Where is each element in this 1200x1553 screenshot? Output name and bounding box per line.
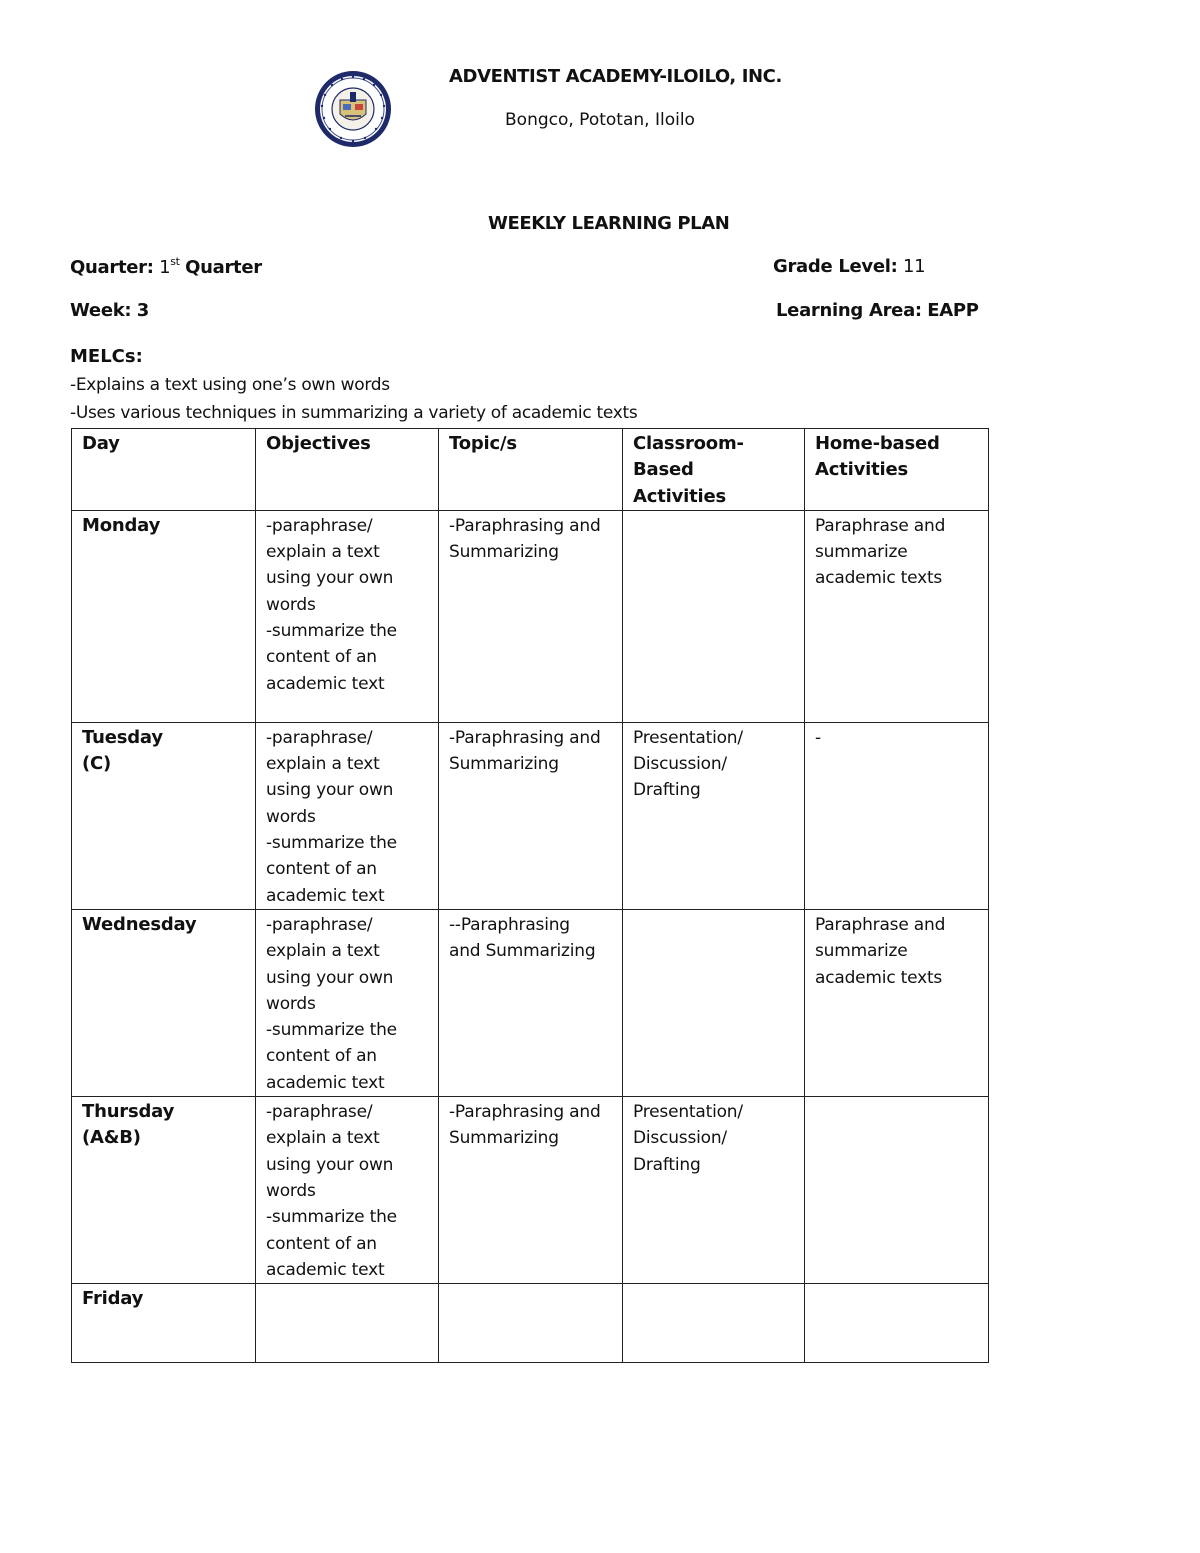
- topics-cell: -Paraphrasing and Summarizing: [439, 1097, 623, 1284]
- classroom-cell: Presentation/ Discussion/ Drafting: [623, 722, 805, 909]
- day-cell: Monday: [72, 510, 256, 722]
- topics-cell: --Paraphrasing and Summarizing: [439, 909, 623, 1096]
- melc-item: -Explains a text using one’s own words: [70, 375, 390, 395]
- classroom-cell: Presentation/ Discussion/ Drafting: [623, 1097, 805, 1284]
- table-header-row: [72, 429, 989, 511]
- header-day: Day: [72, 429, 256, 511]
- grade-level-value: 11: [902, 256, 926, 277]
- learning-area-field: [776, 300, 979, 321]
- day-cell: Friday: [72, 1284, 256, 1363]
- table-row: [72, 1284, 989, 1363]
- learning-plan-table: [71, 428, 989, 1363]
- topics-cell: -Paraphrasing and Summarizing: [439, 722, 623, 909]
- objectives-cell: [256, 1284, 439, 1363]
- document-title: WEEKLY LEARNING PLAN: [488, 213, 730, 234]
- table-row: [72, 909, 989, 1096]
- quarter-label: Quarter:: [70, 257, 154, 278]
- day-cell: Thursday (A&B): [72, 1097, 256, 1284]
- day-cell: Wednesday: [72, 909, 256, 1096]
- objectives-cell: -paraphrase/ explain a text using your own words -summarize the content of an academic text: [256, 722, 439, 909]
- school-seal-logo: [314, 70, 392, 148]
- quarter-word: Quarter: [185, 257, 262, 278]
- grade-level-field: [773, 256, 925, 277]
- topics-cell: -Paraphrasing and Summarizing: [439, 510, 623, 722]
- week-value: 3: [136, 300, 149, 321]
- melc-item: -Uses various techniques in summarizing a variety of academic texts: [70, 403, 638, 423]
- table-row: [72, 1097, 989, 1284]
- classroom-cell: [623, 909, 805, 1096]
- week-label: Week:: [70, 300, 132, 321]
- objectives-cell: -paraphrase/ explain a text using your own words -summarize the content of an academic text: [256, 909, 439, 1096]
- topics-cell: [439, 1284, 623, 1363]
- header-objectives: Objectives: [256, 429, 439, 511]
- classroom-cell: [623, 1284, 805, 1363]
- quarter-number: 1: [159, 257, 171, 278]
- learning-area-label: Learning Area:: [776, 300, 922, 321]
- home-cell: Paraphrase and summarize academic texts: [805, 909, 989, 1096]
- learning-area-value: EAPP: [927, 300, 979, 321]
- header-classroom-activities: Classroom-Based Activities: [623, 429, 805, 511]
- home-cell: -: [805, 722, 989, 909]
- day-cell: Tuesday (C): [72, 722, 256, 909]
- home-cell: [805, 1097, 989, 1284]
- grade-level-label: Grade Level:: [773, 256, 898, 277]
- week-field: [70, 300, 149, 321]
- objectives-cell: -paraphrase/ explain a text using your own words -summarize the content of an academic text: [256, 1097, 439, 1284]
- quarter-ordinal: st: [170, 255, 180, 268]
- melcs-heading: MELCs:: [70, 346, 143, 367]
- quarter-field: [70, 256, 262, 278]
- header-home-activities: Home-based Activities: [805, 429, 989, 511]
- school-address: Bongco, Pototan, Iloilo: [505, 110, 695, 130]
- home-cell: Paraphrase and summarize academic texts: [805, 510, 989, 722]
- home-cell: [805, 1284, 989, 1363]
- school-name: ADVENTIST ACADEMY-ILOILO, INC.: [449, 66, 782, 87]
- table-row: [72, 722, 989, 909]
- header-topics: Topic/s: [439, 429, 623, 511]
- objectives-cell: -paraphrase/ explain a text using your own words -summarize the content of an academic text: [256, 510, 439, 722]
- table-row: [72, 510, 989, 722]
- classroom-cell: [623, 510, 805, 722]
